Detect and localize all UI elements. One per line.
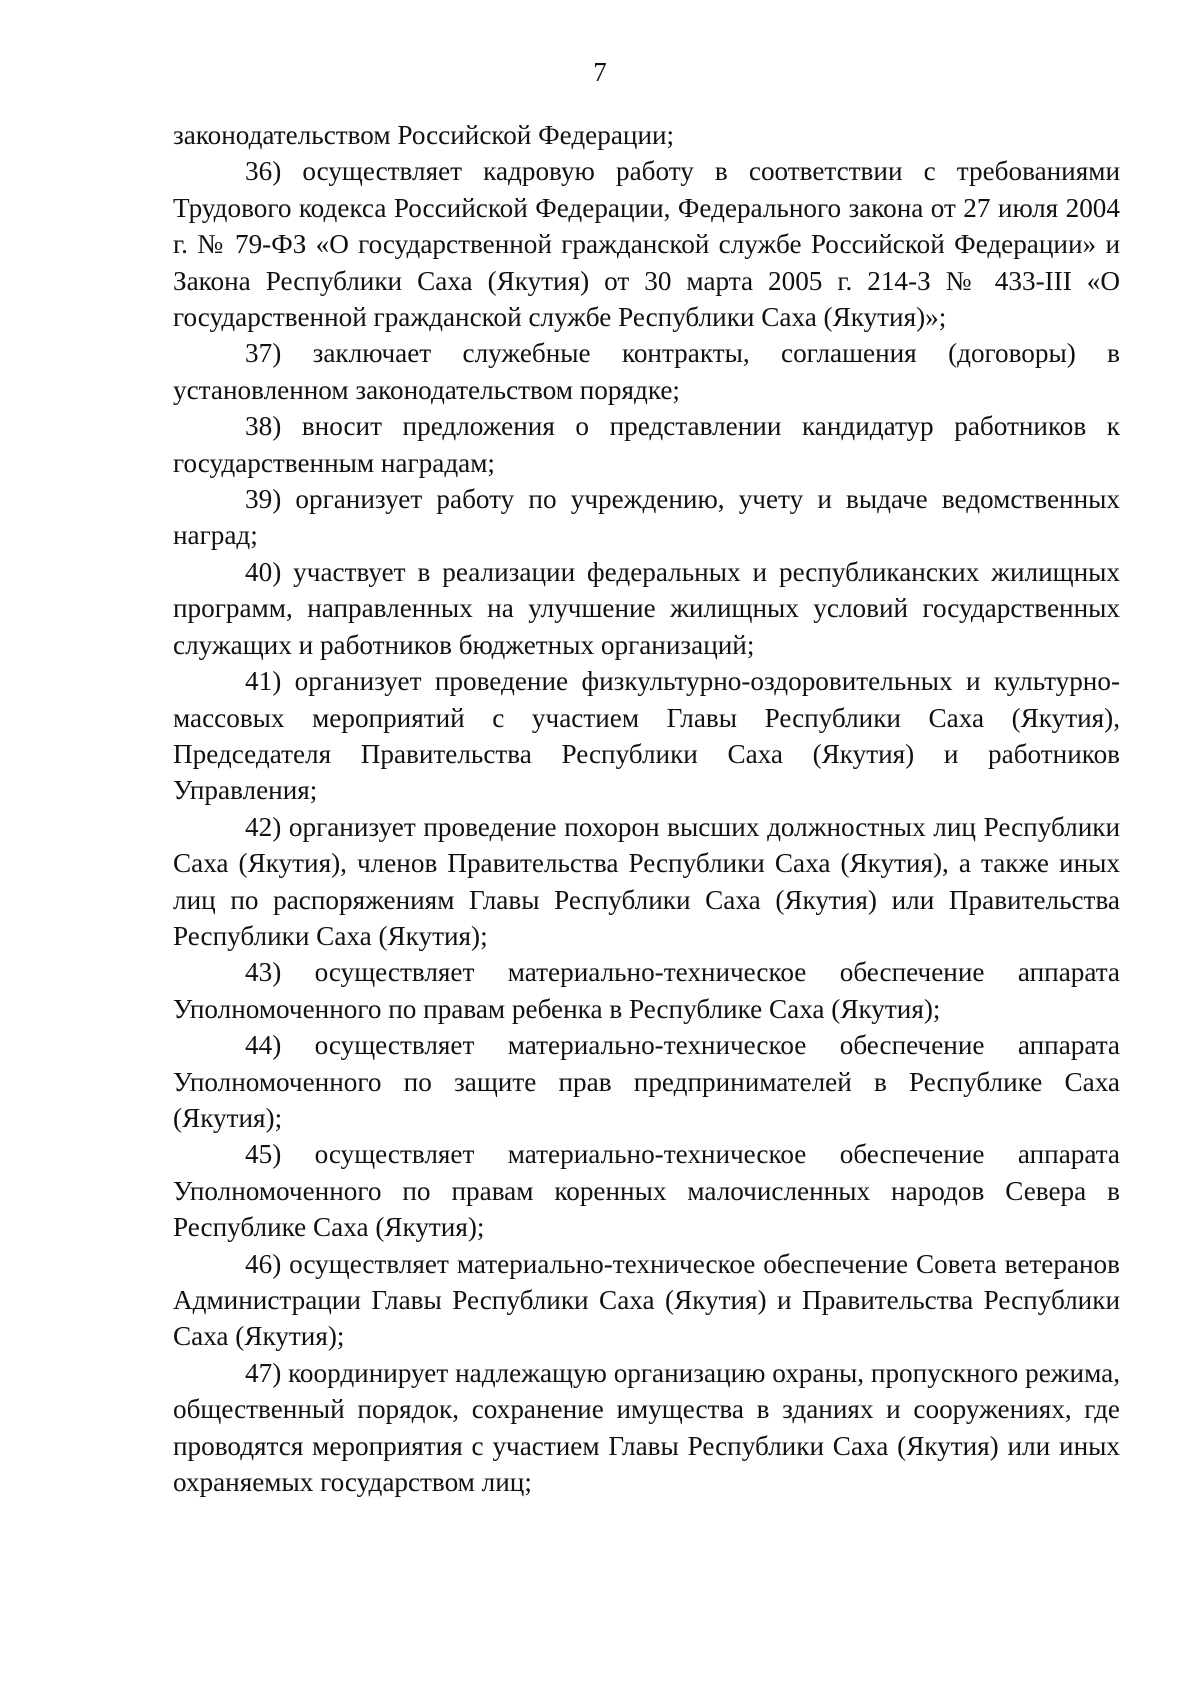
list-item-36: 36) осуществляет кадровую работу в соответствии с требованиями Трудового кодекса Российской Федерации, Федерального закона от 27 июля 2004 г. № 79-ФЗ «О государственной гражданской службе Российской Федерации» и Закона Республики Саха (Якутия) от 30 марта 2005 г. 214-З № 433-III «О государственной гражданской службе Республики Саха (Якутия)»; — [173, 156, 1120, 333]
list-item-46: 46) осуществляет материально-техническое обеспечение Совета ветеранов Администрации Главы Республики Саха (Якутия) и Правительства Республики Саха (Якутия); — [173, 1248, 1120, 1352]
list-item-40: 40) участвует в реализации федеральных и республиканских жилищных программ, направленных на улучшение жилищных условий государственных служащих и работников бюджетных организаций; — [173, 556, 1120, 660]
document-body — [173, 117, 1120, 1500]
list-item-37: 37) заключает служебные контракты, соглашения (договоры) в установленном законодательством порядке; — [173, 338, 1120, 405]
list-item-44: 44) осуществляет материально-техническое обеспечение аппарата Уполномоченного по защите прав предпринимателей в Республике Саха (Якутия); — [173, 1030, 1120, 1133]
list-item-39: 39) организует работу по учреждению, учету и выдаче ведомственных наград; — [173, 484, 1120, 551]
list-item-45: 45) осуществляет материально-техническое обеспечение аппарата Уполномоченного по правам коренных малочисленных народов Севера в Республике Саха (Якутия); — [173, 1139, 1120, 1243]
list-item-47: 47) координирует надлежащую организацию охраны, пропускного режима, общественный порядок, сохранение имущества в зданиях и сооружениях, где проводятся мероприятия с участием Главы Республики Саха (Якутия) или иных охраняемых государством лиц; — [173, 1357, 1120, 1498]
list-item-38: 38) вносит предложения о представлении кандидатур работников к государственным наградам; — [173, 411, 1120, 478]
list-item-43: 43) осуществляет материально-техническое обеспечение аппарата Уполномоченного по правам ребенка в Республике Саха (Якутия); — [173, 957, 1120, 1024]
list-item-41: 41) организует проведение физкультурно-оздоровительных и культурно-массовых мероприятий с участием Главы Республики Саха (Якутия), Председателя Правительства Республики Саха (Якутия) и работников Управления; — [173, 666, 1120, 806]
list-item-42: 42) организует проведение похорон высших должностных лиц Республики Саха (Якутия), членов Правительства Республики Саха (Якутия), а также иных лиц по распоряжениям Главы Республики Саха (Якутия) или Правительства Республики Саха (Якутия); — [173, 811, 1120, 951]
page-number: 7 — [593, 57, 607, 87]
continuation-line: законодательством Российской Федерации; — [173, 120, 675, 150]
